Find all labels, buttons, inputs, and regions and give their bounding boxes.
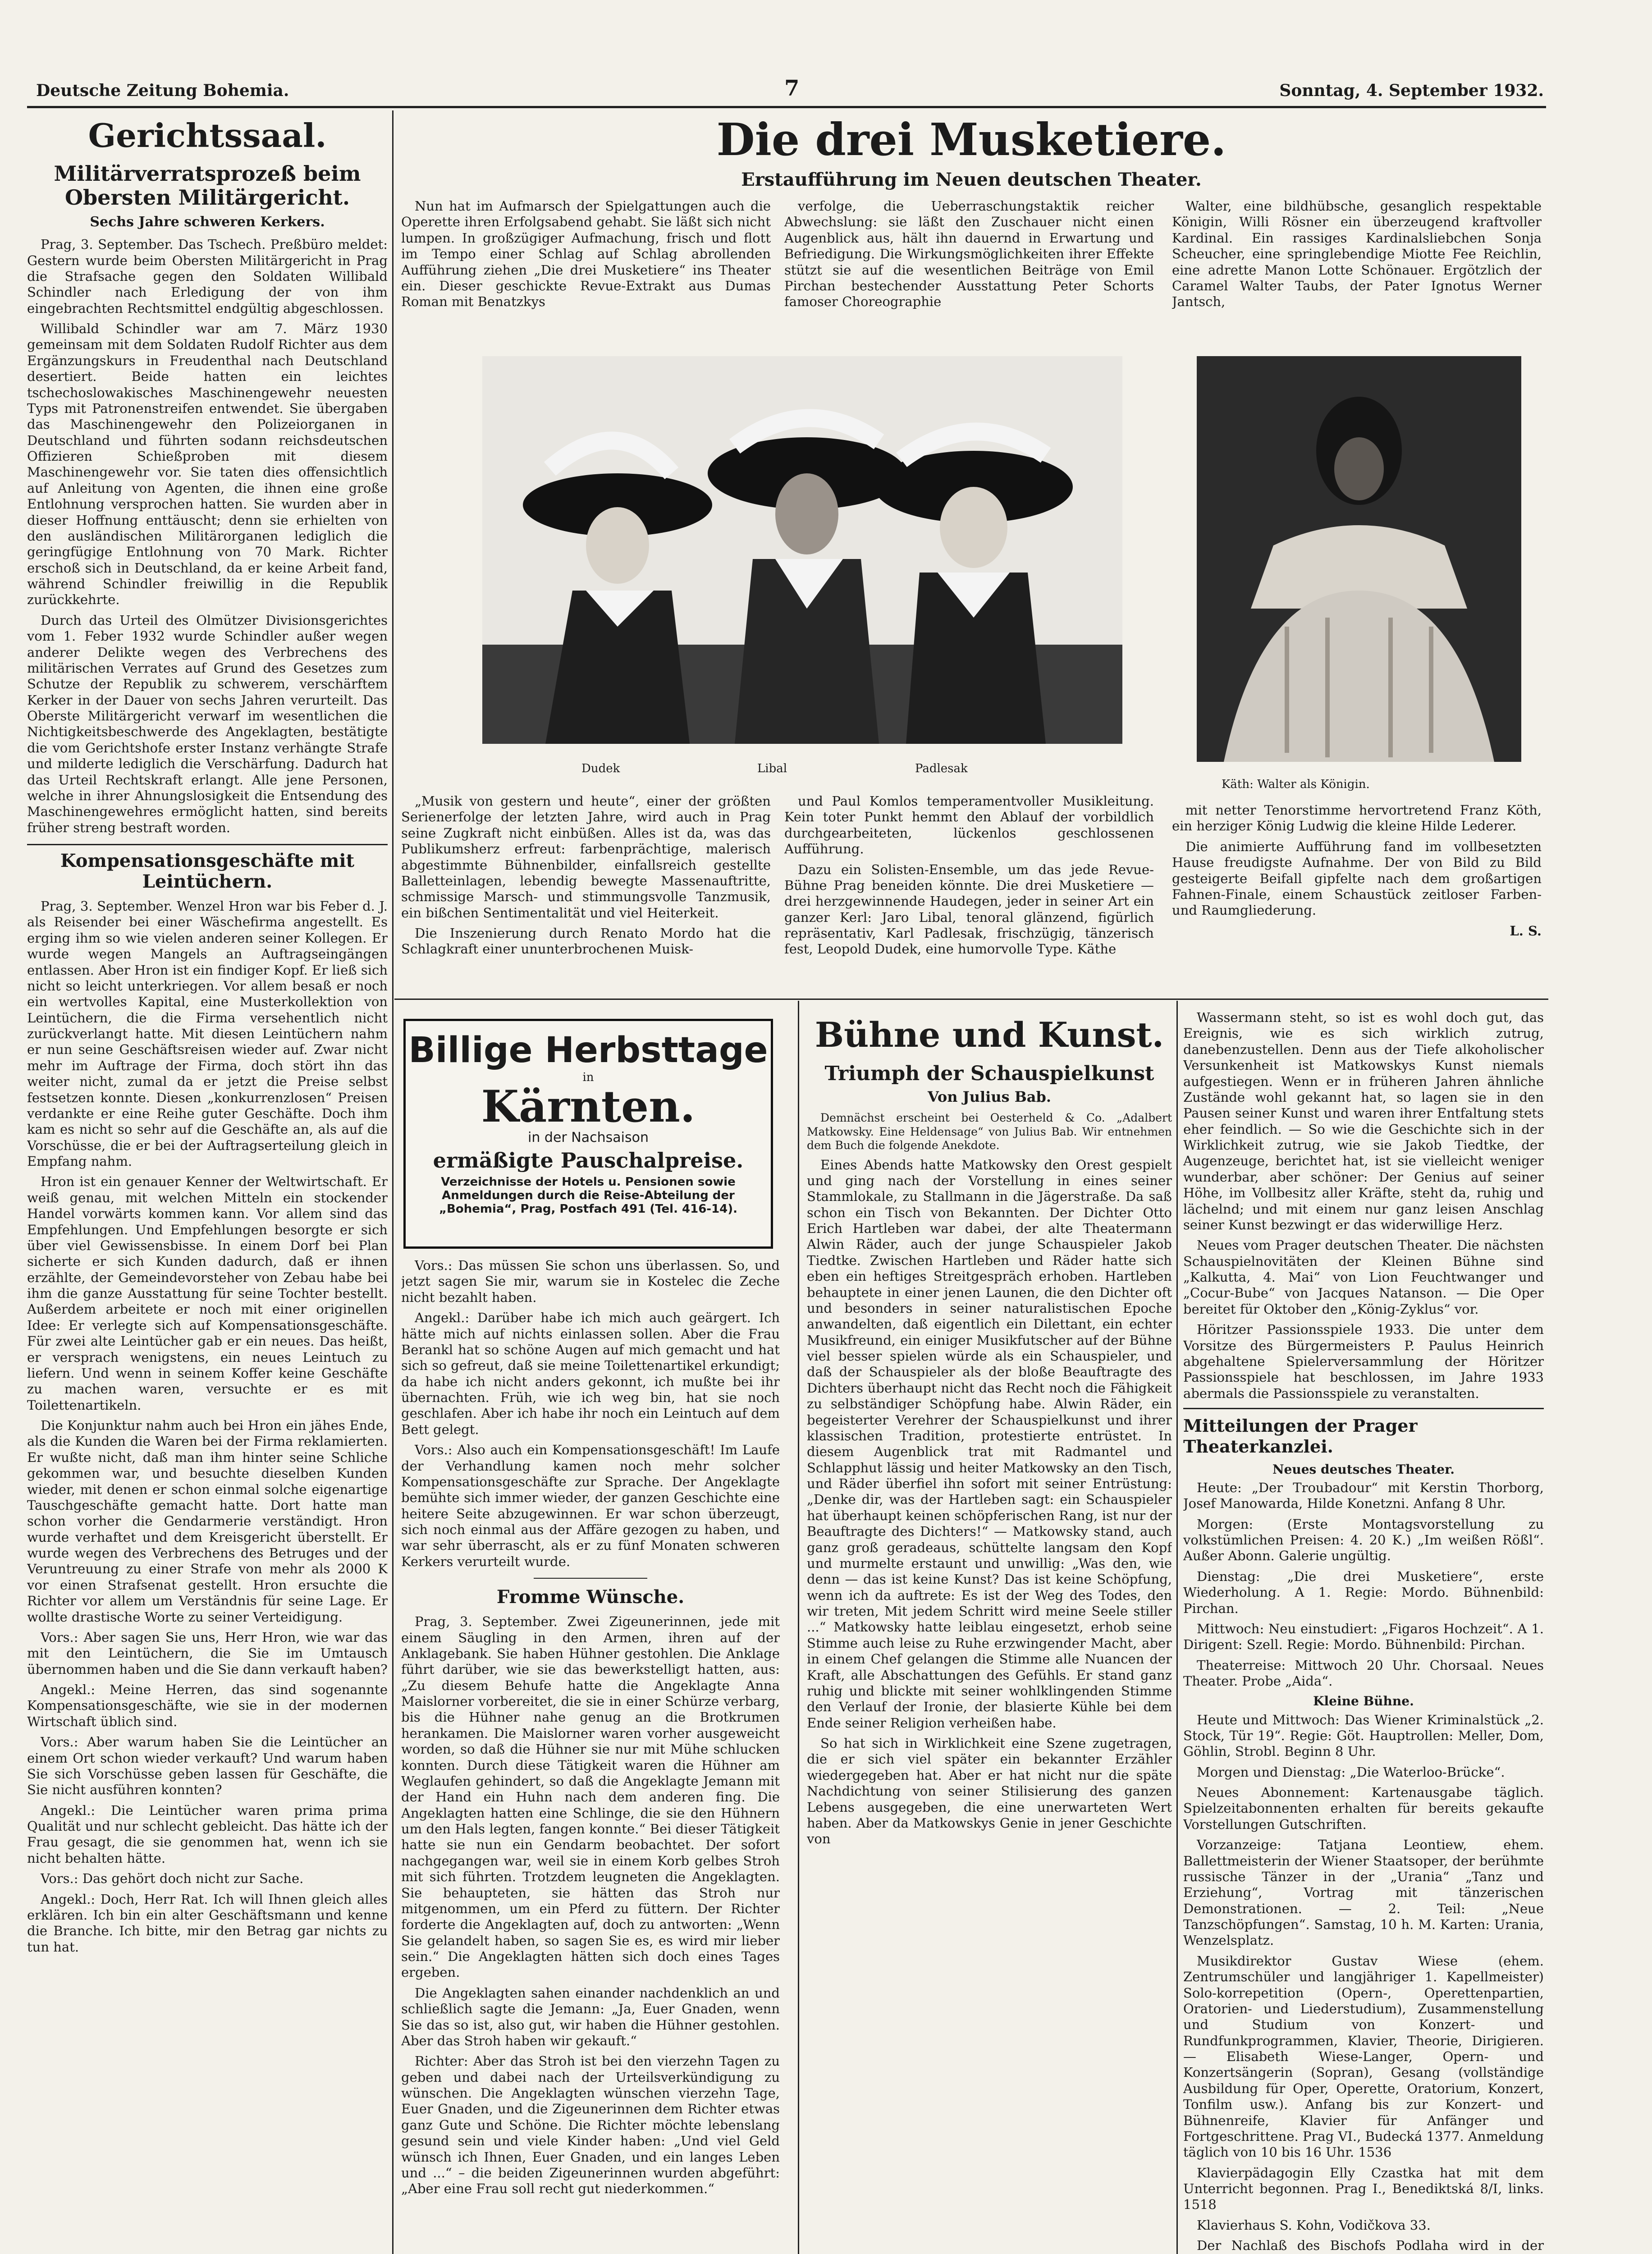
notice: Klavierhaus S. Kohn, Vodičkova 33. (1197, 2217, 1431, 2233)
queen-photo (1197, 356, 1521, 762)
article-title: Kompensationsgeschäfte mit Leintüchern. (60, 850, 355, 893)
paragraph: und Paul Komlos temperamentvoller Musikleitung. Kein toter Punkt hemmt den Ablauf der vorbildlich durchgearbeiteten, lückenlos geschlossenen Aufführung. (784, 793, 1154, 857)
paragraph: Die Konjunktur nahm auch bei Hron ein jähes Ende, als die Kunden die Waren bei der Firma reklamierten. Er wußte nicht, daß man ihm hinter seine Schliche gekommen war, und besuchte dieselben Kunden wieder, mit denen er schon einmal solche eigenartige Tauschgeschäfte gemacht hatte. Dort hatte man schon vorher die Gendarmerie verständigt. Hron wurde verhaftet und dem Kreisgericht überstellt. Er wurde wegen des Verbrechens des Betruges und der Veruntreuung zu einer Strafe von mehr als 2000 K vor einen Strafsenat gestellt. Hron ersuchte die Richter vor allem um Verständnis für seine Lage. Er wollte drastische Worte zu seiner Verteidigung. (27, 1418, 388, 1625)
program-item: Morgen und Dienstag: „Die Waterloo-Brücke“. (1197, 1764, 1505, 1780)
paragraph: Die Angeklagten sahen einander nachdenklich an und schließlich sagte die Jemann: „Ja, Euer Gnaden, wenn Sie das so ist, also gut, wir haben die Hühner gestohlen. Aber das Stroh haben wir gekauft.“ (401, 1985, 780, 2048)
section-heading: Bühne und Kunst. (815, 1015, 1164, 1055)
feature-title: Die drei Musketiere. (716, 114, 1226, 166)
issue-date: Sonntag, 4. September 1932. (1279, 81, 1544, 100)
paragraph: Walter, eine bildhübsche, gesanglich respektable Königin, Willi Rösner ein überzeugend kraftvoller Kardinal. Ein rassiges Kardinalsliebchen Sonja Scheucher, eine springlebendige Miotte Fee Reichlin, eine adrette Manon Lotte Schönauer. Ergötzlich der Caramel Walter Taubs, der Pater Ignotus Werner Jantsch, (1172, 198, 1542, 310)
travel-advertisement (403, 1019, 773, 1249)
column-rule (798, 1001, 799, 2254)
article-subtitle: Sechs Jahre schweren Kerkers. (90, 214, 325, 230)
middle-column (401, 1258, 780, 2254)
musketeers-photo-illustration (482, 356, 1122, 744)
paragraph: Angekl.: Die Leintücher waren prima prima Qualität und nur schlecht gebleicht. Das hätte ich der Frau gesagt, die sie genommen hat, wenn ich sie nicht behalten hätte. (27, 1802, 388, 1866)
paragraph: Dazu ein Solisten-Ensemble, um das jede Revue-Bühne Prag beneiden könnte. Die drei Musketiere — drei herzgewinnende Haudegen, jeder in seiner Art ein ganzer Kerl: Jaro Libal, tenoral glänzend, figürlich repräsentativ, Karl Padlesak, frischzügig, tänzerisch fest, Leopold Dudek, eine humorvolle Type. Käthe (784, 861, 1154, 957)
feature-column-2 (784, 198, 1154, 347)
column-rule (392, 110, 394, 2254)
photo-caption: Käth: Walter als Königin. (1222, 778, 1370, 791)
paragraph: Vors.: Das gehört doch nicht zur Sache. (41, 1871, 304, 1887)
article-author: Von Julius Bab. (927, 1088, 1052, 1105)
ad-contact: Verzeichnisse der Hotels u. Pensionen sowie Anmeldungen durch die Reise-Abteilung der „Bohemia“, Prag, Postfach 491 (Tel. 416-14). (439, 1175, 738, 1216)
paragraph: So hat sich in Wirklichkeit eine Szene zugetragen, die er sich viel später ein bekannter Erzähler wiedergegeben hat. Aber er hat nicht nur die späte Nachdichtung von seiner Stilisierung des ganzen Lebens ausgegeben, die eine unerwarteten Wert haben. Aber da Matkowskys Genie in jener Geschichte von (807, 1736, 1172, 1847)
program-item: Mittwoch: Neu einstudiert: „Figaros Hochzeit“. A 1. Dirigent: Szell. Regie: Mordo. Bühnenbild: Pirchan. (1183, 1621, 1544, 1653)
paragraph: Vors.: Aber sagen Sie uns, Herr Hron, wie war das mit den Leintüchern, die Sie im Umtausch übernommen haben und die Sie dann verkauft haben? (27, 1629, 388, 1677)
article-note: Demnächst erscheint bei Oesterheld & Co. „Adalbert Matkowsky. Eine Heldensage“ von Julius Bab. Wir entnehmen dem Buch die folgende Anekdote. (807, 1111, 1172, 1152)
paragraph: Prag, 3. September. Wenzel Hron war bis Feber d. J. als Reisender bei einer Wäschefirma angestellt. Es erging ihm so wie vielen anderen seiner Kollegen. Er wurde wegen Mangels an Auftragseingängen entlassen. Aber Hron ist ein findiger Kopf. Er ließ sich nicht so leicht unterkriegen. Vor allem besaß er noch ein wertvolles Kapital, eine Musterkollektion von Leintüchern, die die Firma versehentlich nicht zurückverlangt hatte. Mit diesen Leintüchern nahm er nun seine Geschäftsreisen wieder auf. Zwar nicht mehr im Auftrage der Firma, doch stört ihn das weiter nicht, zumal da er jetzt die Preise selbst festsetzen konnte. Diesen „konkurrenzlosen“ Preisen verdankte er eine Reihe guter Geschäfte. Doch ihm kam es nicht so sehr auf die Geschäfte an, als auf die Vorschüsse, die er bei der Auftragserteilung gleich in Empfang nahm. (27, 898, 388, 1169)
right-column (1183, 1010, 1544, 2254)
musketeers-photo (482, 356, 1122, 744)
section-heading: Gerichtssaal. (88, 116, 327, 155)
paragraph: Prag, 3. September. Zwei Zigeunerinnen, jede mit einem Säugling in den Armen, ihren auf der Anklagebank. Sie haben Hühner gestohlen. Die Anklage führt darüber, wie sie das bewerkstelligt hatten, aus: „Zu diesem Behufe hatte die Angeklagte Anna Maislorner vorbereitet, die sie in einer Schürze verbarg, bis die Hühner nahe genug an die Brotkrumen herankamen. Die Maislorner waren vorher ausgeweicht worden, so daß die Hühner sie nur mit Mühe schlucken konnten. Durch diese Tätigkeit waren die Hühner am Weglaufen gehindert, so daß die Angeklagte Jemann mit der Hand ein Huhn nach dem anderen fing. Die Angeklagten hatten eine Schlinge, die sie den Hühnern um den Hals legten, fangen konnte.“ Bei dieser Tätigkeit hatte sie nun ein Gendarm beobachtet. Der sofort nachgegangen war, weil sie in einem Korb gelbes Stroh mit sich führten. Trotzdem leugneten die Angeklagten. Sie behaupteten, sie hätten das Stroh nur mitgenommen, um ein Pferd zu füttern. Der Richter forderte die Angeklagten auf, doch zu antworten: „Wenn Sie gelandelt haben, so sagen Sie es, es wird mir lieber sein.“ Die Angeklagten hätten sich doch eines Tages ergeben. (401, 1614, 780, 1980)
photo-caption: Libal (757, 762, 787, 775)
paragraph: Nun hat im Aufmarsch der Spielgattungen auch die Operette ihren Erfolgsabend gehabt. Sie läßt sich nicht lumpen. In großzügiger Aufmachung, frisch und flott im Tempo einer Schlag auf Schlag abrollenden Aufführung ziehen „Die drei Musketiere“ ins Theater ein. Dieser geschickte Revue-Extrakt aus Dumas Roman mit Benatzkys (401, 198, 771, 310)
feature-lower-1 (401, 793, 771, 992)
ad-text: in der Nachsaison (528, 1129, 649, 1145)
header-rule (27, 106, 1546, 108)
paragraph: Eines Abends hatte Matkowsky den Orest gespielt und ging nach der Vorstellung in eines seiner Stammlokale, zu Stallmann in die Jägerstraße. Da saß schon ein Tisch von Bekannten. Der Dichter Otto Erich Hartleben war dabei, der alte Theatermann Alwin Räder, auch der junge Schauspieler Jakob Tiedtke. Zwischen Hartleben und Räder hatte sich eben ein heftiges Streitgespräch erhoben. Hartleben behauptete in einer jenen Launen, die den Dichter oft und besonders in seiner naturalistischen Epoche anwandelten, daß eigentlich ein Dilettant, ein echter Musikfreund, ein einiger Musikfutscher auf der Bühne viel besser spielen würde als ein Schauspieler, und daß der Schauspieler als der bloße Beauftragte des Dichters überhaupt nicht das Recht noch die Fähigkeit zu selbständiger Schöpfung habe. Alwin Räder, ein begeisterter Verehrer der Schauspielkunst und ihrer klassischen Tradition, protestierte entrüstet. In diesem Augenblick trat mit Radmantel und Schlapphut lässig und heiter Matkowsky an den Tisch, und Räder überfiel ihn sofort mit seiner Entrüstung: „Denke dir, was der Hartleben sagt: ein Schauspieler hat überhaupt keinen schöpferischen Rang, ist nur der Beauftragte des Dichters!“ — Matkowsky stand, auch ganz groß geradeaus, schüttelte langsam den Kopf und murmelte erstaunt und unwillig: „Was den, wie denn — das ist keine Kunst? Das ist keine Schöpfung, wenn ich da auftrete: Es ist der Weg des Todes, den wir treten, Mit jedem Schritt wird meine Seele stiller ...“ Matkowsky hatte leiblau eingesetzt, erhob seine Stimme auch leise zu Ruhe erzwingender Macht, aber in einem Chef gelangen die Stimme alle Nuancen der Kraft, alle Abschattungen des Gefühls. Er stand ganz ruhig und blickte mit seiner wohlklingenden Stimme den Verlauf der Ironie, der blasierte Kühle bei dem Ende seiner Religion verheißen habe. (807, 1157, 1172, 1731)
notice: Musikdirektor Gustav Wiese (ehem. Zentrumschüler und langjähriger 1. Kapellmeister) Solo-korrepetition (Opern-, Operettenpartien, Oratorien- und Liederstudium), Zusammenstellung und Studium von Konzert- und Rundfunkprogrammen, Klavier, Theorie, Dirigieren. — Elisabeth Wiese-Langer, Opern- und Konzertsängerin (Sopran), Gesang (vollständige Ausbildung für Oper, Operette, Oratorium, Konzert, Tonfilm usw.). Anfang bis zur Konzert- und Bühnenreife, Klavier für Anfänger und Fortgeschrittene. Prag VI., Budecká 1377. Anmeldung täglich von 10 bis 16 Uhr. 1536 (1183, 1953, 1544, 2160)
program-item: Heute: „Der Troubadour“ mit Kerstin Thorborg, Josef Manowarda, Hilde Konetzni. Anfang 8 Uhr. (1183, 1480, 1544, 1512)
photo-caption: Padlesak (915, 762, 968, 775)
author-signature: L. S. (1510, 923, 1542, 939)
paragraph: Angekl.: Darüber habe ich mich auch geärgert. Ich hätte mich auf nichts einlassen sollen. Aber die Frau Berankl hat so schöne Augen auf mich gemacht und hat sich so gefreut, daß sie meine Toilettenartikel erkundigt; da habe ich nicht anders gekonnt, ich mußte bei ihr übernachten. Früh, wie ich weg bin, hat sie noch geschlafen. Aber ich habe ihr noch ein Leintuch auf dem Bett gelegt. (401, 1310, 780, 1437)
notice: Der Nachlaß des Bischofs Podlaha wird in der (1197, 2238, 1544, 2254)
paragraph: Hron ist ein genauer Kenner der Weltwirtschaft. Er weiß genau, mit welchen Mitteln ein stockender Handel vorwärts kommen kann. Vor allem sind das Empfehlungen. Und Empfehlungen besorgte er sich über viel Gewissensbisse. In einem Dorf bei Plan sicherte er sich Kunden dadurch, daß er ihnen erzählte, der Gemeindevorsteher von Zebau habe bei ihm die ganze Ausstattung für seine Tochter bestellt. Außerdem arbeitete er noch mit einer originellen Idee: Er verlegte sich auf Kompensationsgeschäfte. Für zwei alte Leintücher gab er ein neues. Das heißt, er versprach wenigstens, ein neues Leintuch zu liefern. Und wenn in seinem Koffer keine Geschäfte zu machen waren, versuchte er es mit Toilettenartikeln. (27, 1174, 388, 1413)
news-item: Höritzer Passionsspiele 1933. Die unter dem Vorsitze des Bürgermeisters P. Paulus Heinrich abgehaltene Spielerversammlung der Höritzer Passionsspiele hat beschlossen, im Jahre 1933 abermals die Passionsspiele zu veranstalten. (1183, 1322, 1544, 1401)
paragraph: Angekl.: Doch, Herr Rat. Ich will Ihnen gleich alles erklären. Ich bin ein alter Geschäftsmann und kenne die Branche. Ich bitte, mir den Betrag gar nichts zu tun hat. (27, 1891, 388, 1955)
paragraph: Die animierte Aufführung fand im vollbesetzten Hause freudigste Aufnahme. Der von Bild zu Bild gesteigerte Beifall gipfelte nach dem großartigen Fahnen-Finale, einem Schaustück zeitloser Farben- und Raumgliederung. (1172, 838, 1542, 918)
paragraph: Prag, 3. September. Das Tschech. Preßbüro meldet: Gestern wurde beim Obersten Militärgericht in Prag die Strafsache gegen den Soldaten Willibald Schindler nach Erledigung der von ihm eingebrachten Rechtsmittel endgültig abgeschlossen. (27, 237, 388, 316)
paragraph: Vors.: Das müssen Sie schon uns überlassen. So, und jetzt sagen Sie mir, warum sie in Kostelec die Zeche nicht bezahlt haben. (401, 1258, 780, 1305)
newspaper-name: Deutsche Zeitung Bohemia. (36, 81, 289, 100)
ad-headline: Billige Herbsttage (408, 1030, 768, 1071)
program-item: Neues Abonnement: Kartenausgabe täglich. Spielzeitabonnenten erhalten für bereits gekaufte Vorstellungen Gutschriften. (1183, 1785, 1544, 1832)
photo-caption: Dudek (581, 762, 620, 775)
paragraph: Die Inszenierung durch Renato Mordo hat die Schlagkraft einer ununterbrochenen Muisk- (401, 925, 771, 957)
article-title: Militärverratsprozeß beim Obersten Militärgericht. (54, 161, 361, 210)
theatre-column (807, 1010, 1172, 2254)
paragraph: Wassermann steht, so ist es wohl doch gut, das Ereignis, wie es sich wirklich zutrug, danebenzustellen. Denn aus der Tiefe alkoholischer Versunkenheit ist Matkowskys Kunst niemals aufgestiegen. Wenn er in früheren Jahren ähnliche Zustände wohl gekannt hat, so lagen sie in den Pausen seiner Kunst und waren ihrer Entfaltung stets eher feindlich. — So wie die Geschichte sich in der Wirklichkeit zutrug, wie sie Jakob Tiedtke, der Augenzeuge, berichtet hat, ist sie vielleicht weniger wunderbar, aber schöner: Der Genius auf seiner Höhe, im Vollbesitz aller Kräfte, steht da, ruhig und lächelnd; und mit einem nur ganz leisen Anschlag seiner Kunst bezwingt er das widerwillige Herz. (1183, 1010, 1544, 1232)
article-title: Fromme Wünsche. (496, 1586, 685, 1608)
news-item: Neues vom Prager deutschen Theater. Die nächsten Schauspielnovitäten der Kleinen Bühne sind „Kalkutta, 4. Mai“ von Lion Feuchtwanger und „Cocur-Bube“ von Jacques Natanson. — Die Oper bereitet für Oktober den „König-Zyklus“ vor. (1183, 1237, 1544, 1317)
notice: Vorzanzeige: Tatjana Leontiew, ehem. Ballettmeisterin der Wiener Staatsoper, der berühmte russische Tänzer in der „Urania“ „Tanz und Erziehung“, Vortrag mit tänzerischen Demonstrationen. — 2. Teil: „Neue Tanzschöpfungen“. Samstag, 10 h. M. Karten: Urania, Wenzelsplatz. (1183, 1837, 1544, 1948)
section-heading: Mitteilungen der Prager Theaterkanzlei. (1183, 1416, 1418, 1457)
queen-photo-illustration (1197, 356, 1521, 762)
ad-region: Kärnten. (481, 1081, 696, 1132)
feature-column-3 (1172, 198, 1542, 347)
feature-lower-3 (1172, 802, 1542, 996)
left-column (27, 113, 388, 2254)
paragraph: Durch das Urteil des Olmützer Divisionsgerichtes vom 1. Feber 1932 wurde Schindler außer wegen anderer Delikte wegen des Verbrechens des militärischen Verrates auf Grund des Gesetzes zum Schutze der Republik zu schwerem, verschärftem Kerker in der Dauer von sechs Jahren verurteilt. Das Oberste Militärgericht verwarf im wesentlichen die Nichtigkeitsbeschwerde des Angeklagten, bestätigte die vom Gerichtshofe erster Instanz verhängte Strafe und milderte lediglich die Verschärfung. Dadurch hat das Urteil Rechtskraft erlangt. Alle jene Personen, welche in ihrer Ahnungslosigkeit die Entsendung des Maschinengewehres ermöglicht hatten, sind bereits früher streng bestraft worden. (27, 612, 388, 835)
article-divider (27, 844, 388, 845)
ad-offer: ermäßigte Pauschalpreise. (433, 1148, 744, 1173)
program-item: Dienstag: „Die drei Musketiere“, erste Wiederholung. A 1. Regie: Mordo. Bühnenbild: Pirchan. (1183, 1568, 1544, 1616)
section-rule (394, 999, 1548, 1000)
paragraph: „Musik von gestern und heute“, einer der größten Serienerfolge der letzten Jahre, wird auch in Prag seine Zugkraft nicht einbüßen. Alles ist da, was das Publikumsherz erfreut: farbenprächtige, malerisch abgestimmte Bühnenbilder, einfallsreich gestellte Balletteinlagen, lebendig bewegte Massenauftritte, schmissige Marsch- und stimmungsvolle Tanzmusik, ein bißchen Sentimentalität und viel Heiterkeit. (401, 793, 771, 921)
paragraph: Willibald Schindler war am 7. März 1930 gemeinsam mit dem Soldaten Rudolf Richter aus dem Ergänzungskurs in Freudenthal nach Deutschland desertiert. Beide hatten ein leichtes tschechoslowakisches Maschinengewehr neuesten Typs mit Patronenstreifen entwendet. Sie übergaben das Maschinengewehr den Polizeiorganen in Deutschland und führten sodann reichsdeutschen Offizieren Schießproben mit diesem Maschinengewehr vor. Sie taten dies offensichtlich auf Anleitung von Agenten, die ihnen eine große Entlohnung versprochen hatten. Sie wurden aber in dieser Hoffnung enttäuscht; denn sie erhielten von den ausländischen Militärorganen lediglich die geringfügige Entlohnung von 70 Mark. Richter erschoß sich in Deutschland, da er keine Arbeit fand, während Schindler freiwillig in die Republik zurückkehrte. (27, 321, 388, 608)
theatre-name: Neues deutsches Theater. (1272, 1461, 1455, 1477)
article-divider (1183, 1408, 1544, 1409)
theatre-name: Kleine Bühne. (1313, 1694, 1414, 1709)
feature-column-1 (401, 198, 771, 347)
article-title: Triumph der Schauspielkunst (824, 1062, 1154, 1086)
ad-text: in (582, 1071, 594, 1084)
feature-subtitle: Erstaufführung im Neuen deutschen Theater. (741, 169, 1202, 190)
paragraph: Vors.: Also auch ein Kompensationsgeschäft! Im Laufe der Verhandlung kamen noch mehr solcher Kompensationsgeschäfte zur Sprache. Der Angeklagte bemühte sich immer wieder, der ganzen Geschichte eine heitere Seite abzugewinnen. Er war schon überzeugt, sich noch einmal aus der Affäre gezogen zu haben, und war sehr überrascht, als er zu fünf Monaten schweren Kerkers verurteilt wurde. (401, 1442, 780, 1569)
paragraph: Richter: Aber das Stroh ist bei den vierzehn Tagen zu geben und dabei nach der Urteilsverkündigung zu wünschen. Die Angeklagten wünschen vierzehn Tage, Euer Gnaden, und die Zigeunerinnen dem Richter etwas ganz Gute und Schöne. Die Richter möchte lebenslang gesund sein und viele Kinder haben: „Und viel Geld wünsch ich Ihnen, Euer Gnaden, und ein langes Leben und ...“ – die beiden Zigeunerinnen wurden abgeführt: „Aber eine Frau soll recht gut niederkommen.“ (401, 2053, 780, 2197)
paragraph: Vors.: Aber warum haben Sie die Leintücher an einem Ort schon wieder verkauft? Und warum haben Sie sich Vorschüsse geben lassen für Geschäfte, die Sie nicht ausführen konnten? (27, 1734, 388, 1798)
program-item: Morgen: (Erste Montagsvorstellung zu volkstümlichen Preisen: 4. 20 K.) „Im weißen Rößl“. Außer Abonn. Galerie ungültig. (1183, 1516, 1544, 1564)
page-number: 7 (784, 76, 800, 101)
feature-lower-2 (784, 793, 1154, 992)
program-item: Theaterreise: Mittwoch 20 Uhr. Chorsaal. Neues Theater. Probe „Aida“. (1183, 1657, 1544, 1689)
paragraph: verfolge, die Ueberraschungstaktik reicher Abwechslung: sie läßt den Zuschauer nicht einen Augenblick aus, hält ihn dauernd in Erwartung und Befriedigung. Die Wirkungsmöglichkeiten ihrer Effekte stützt sie auf die wesentlichen Beiträge von Emil Pirchan bestechender Ausstattung Peter Schorts famoser Choreographie (784, 198, 1154, 310)
paragraph: Angekl.: Meine Herren, das sind sogenannte Kompensationsgeschäfte, wie sie in der modernen Wirtschaft üblich sind. (27, 1682, 388, 1729)
program-item: Heute und Mittwoch: Das Wiener Kriminalstück „2. Stock, Tür 19“. Regie: Göt. Hauptrollen: Meller, Dom, Göhlin, Strobl. Beginn 8 Uhr. (1183, 1712, 1544, 1759)
notice: Klavierpädagogin Elly Czastka hat mit dem Unterricht begonnen. Prag I., Benediktská 8/I, links. 1518 (1183, 2165, 1544, 2213)
column-rule (1176, 1001, 1178, 2254)
article-divider (534, 1578, 647, 1579)
paragraph: mit netter Tenorstimme hervortretend Franz Köth, ein herziger König Ludwig die kleine Hilde Lederer. (1172, 802, 1542, 834)
